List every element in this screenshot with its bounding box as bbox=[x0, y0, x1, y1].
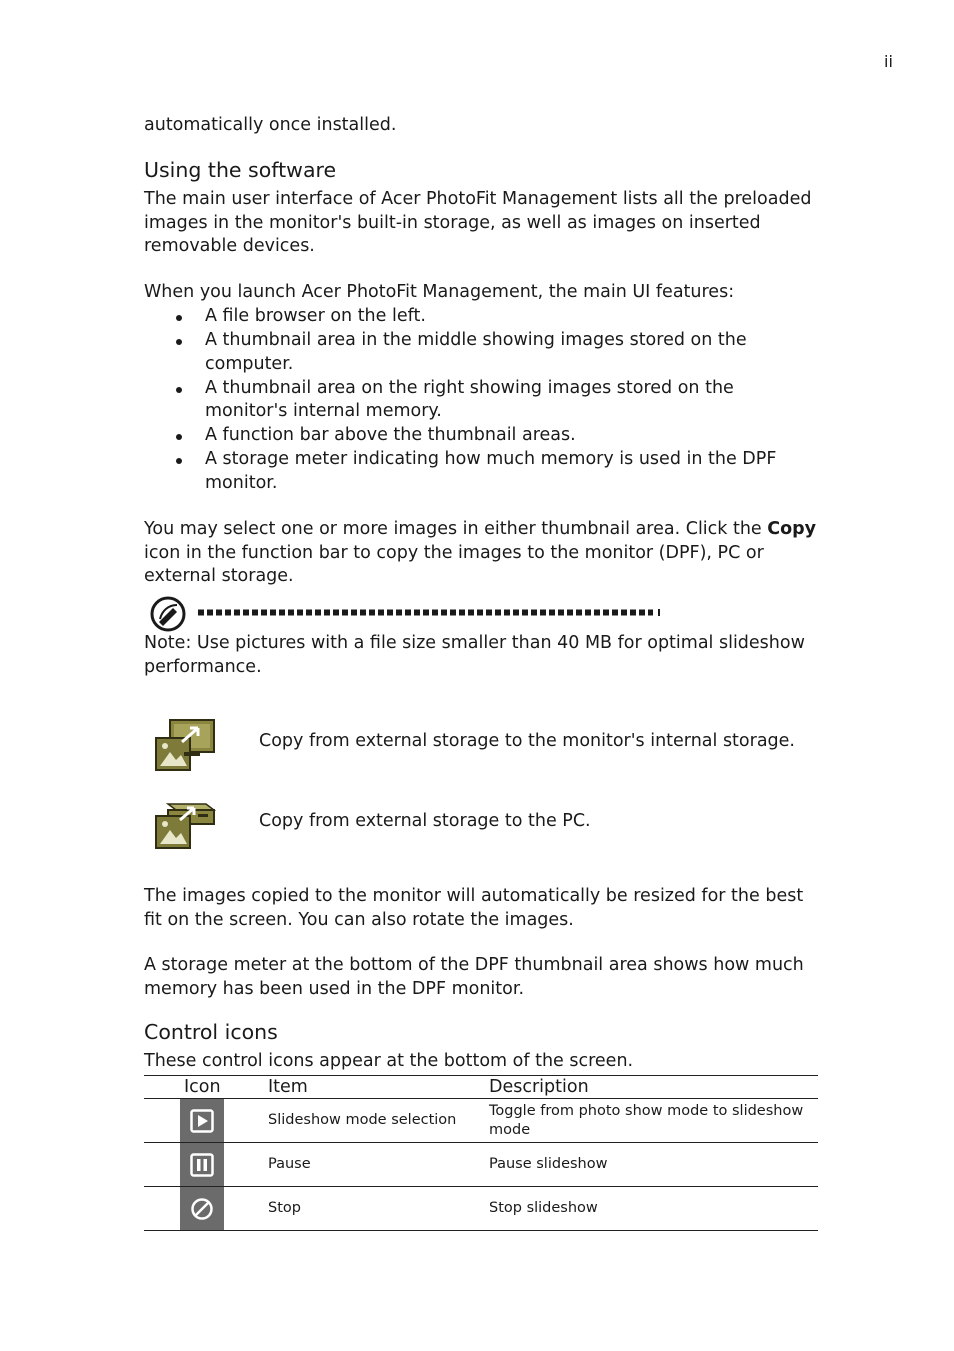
para3-text-after: icon in the function bar to copy the images to the monitor (DPF), PC or external storage. bbox=[144, 542, 764, 586]
copy-to-monitor-text: Copy from external storage to the monitor's internal storage. bbox=[259, 731, 795, 751]
list-item: A thumbnail area in the middle showing images stored on the computer. bbox=[174, 329, 814, 376]
copy-to-monitor-icon bbox=[154, 718, 216, 772]
copy-to-pc-icon bbox=[154, 798, 216, 852]
using-paragraph-1: The main user interface of Acer PhotoFit Management lists all the preloaded images in the monitor's built-in storage, as well as images on inserted removable devices. bbox=[144, 189, 812, 256]
section-heading-control: Control icons bbox=[144, 1020, 278, 1044]
control-icons-table bbox=[144, 1075, 818, 1231]
table-row bbox=[144, 1143, 818, 1187]
note-divider bbox=[198, 609, 662, 616]
note-text: : Use pictures with a file size smaller than 40 MB for optimal slideshow performance. bbox=[144, 633, 805, 677]
list-item: A file browser on the left. bbox=[174, 305, 814, 329]
description-cell: Pause slideshow bbox=[489, 1143, 818, 1187]
storage-meter-paragraph: A storage meter at the bottom of the DPF thumbnail area shows how much memory has been used in the DPF monitor. bbox=[144, 955, 804, 999]
table-row bbox=[144, 1099, 818, 1143]
list-item: A thumbnail area on the right showing images stored on the monitor's internal memory. bbox=[174, 377, 814, 424]
list-item: A storage meter indicating how much memory is used in the DPF monitor. bbox=[174, 448, 814, 495]
note-icon bbox=[148, 595, 188, 633]
section-heading-using: Using the software bbox=[144, 158, 337, 182]
description-cell: Stop slideshow bbox=[489, 1187, 818, 1231]
note-label: Note bbox=[144, 633, 186, 653]
item-cell: Pause bbox=[268, 1143, 489, 1187]
play-icon bbox=[190, 1109, 214, 1133]
note-paragraph bbox=[144, 632, 824, 679]
pause-icon bbox=[190, 1153, 214, 1177]
copy-to-pc-text: Copy from external storage to the PC. bbox=[259, 811, 591, 831]
para3-text-before: You may select one or more images in either thumbnail area. Click the bbox=[144, 519, 768, 539]
using-paragraph-2: When you launch Acer PhotoFit Management, the main UI features: bbox=[144, 282, 735, 302]
table-header-row bbox=[144, 1076, 818, 1099]
copy-keyword: Copy bbox=[767, 519, 817, 539]
item-cell: Slideshow mode selection bbox=[268, 1099, 489, 1143]
resize-paragraph: The images copied to the monitor will automatically be resized for the best fit on the screen. You can also rotate the images. bbox=[144, 886, 804, 930]
header-icon: Icon bbox=[144, 1076, 268, 1099]
header-item: Item bbox=[268, 1076, 489, 1099]
intro-continuation: automatically once installed. bbox=[144, 115, 397, 135]
control-intro: These control icons appear at the bottom of the screen. bbox=[144, 1051, 634, 1071]
using-paragraph-3 bbox=[144, 518, 824, 589]
table-row bbox=[144, 1187, 818, 1231]
page-number: ii bbox=[884, 52, 893, 71]
description-cell: Toggle from photo show mode to slideshow mode bbox=[489, 1099, 818, 1143]
stop-icon bbox=[190, 1197, 214, 1221]
item-cell: Stop bbox=[268, 1187, 489, 1231]
features-list bbox=[174, 305, 814, 496]
header-description: Description bbox=[489, 1076, 818, 1099]
list-item: A function bar above the thumbnail areas. bbox=[174, 424, 814, 448]
